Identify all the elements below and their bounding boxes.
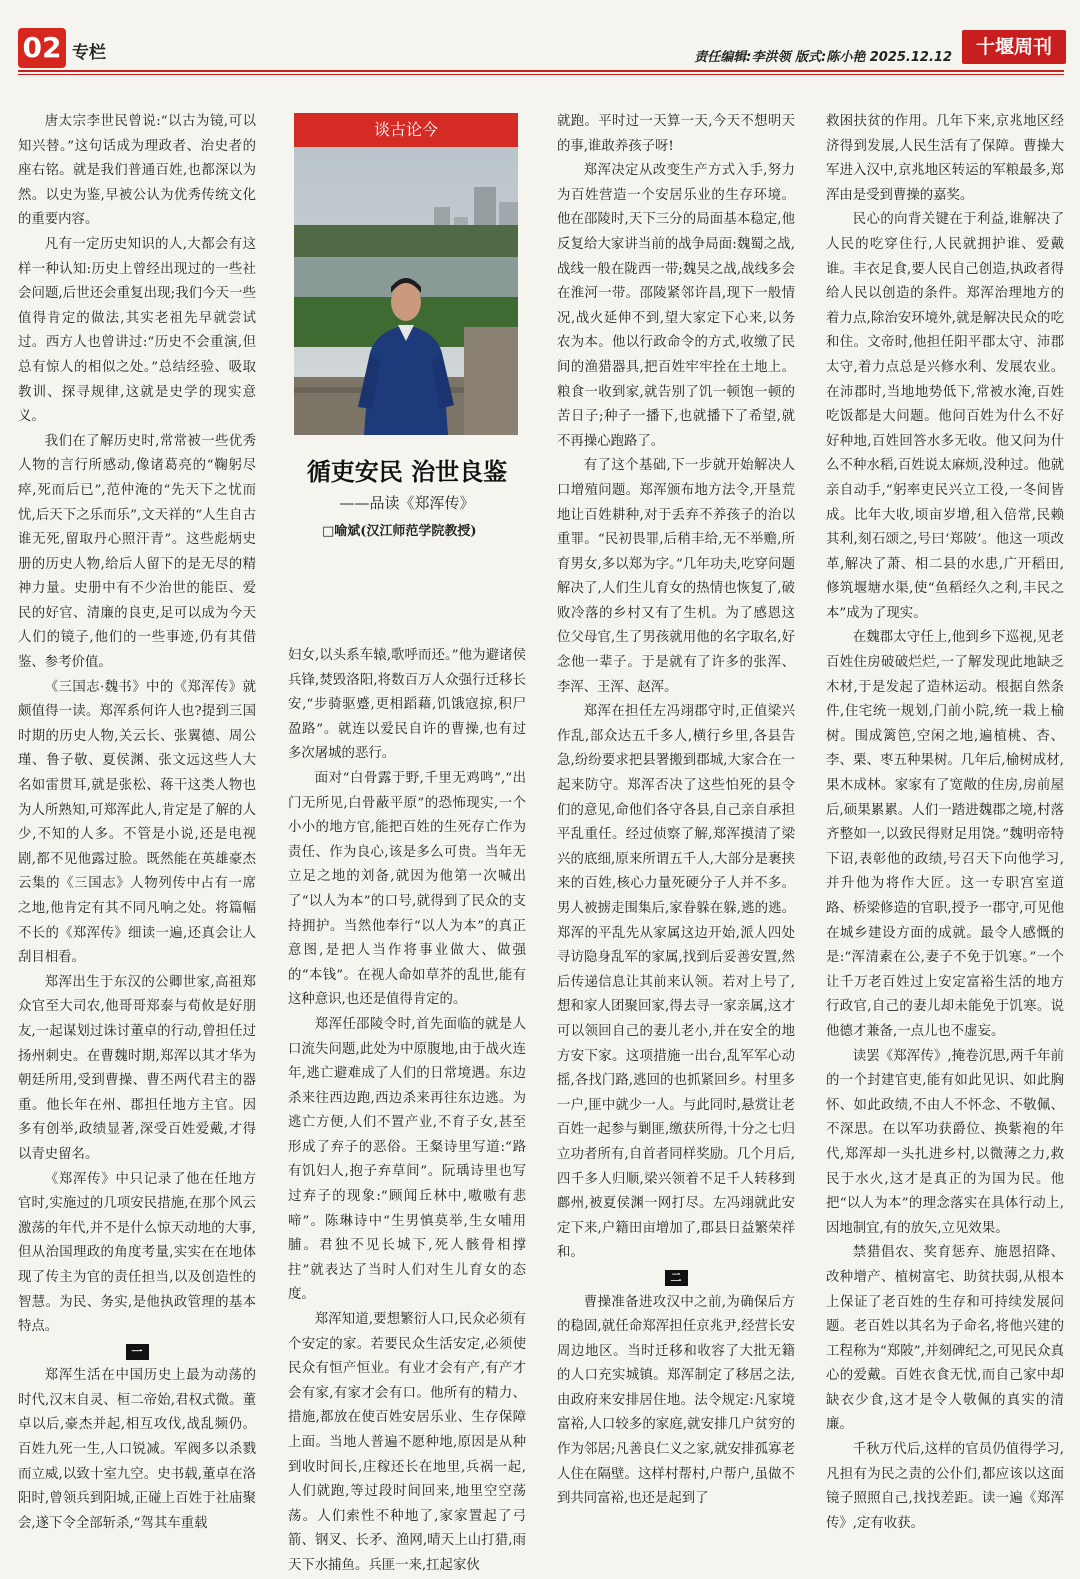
paragraph: 凡有一定历史知识的人,大都会有这样一种认知:历史上曾经出现过的一些社会问题,后世还会重复出现;我们今天一些值得肯定的做法,其实老祖先早就尝试过。西方人也曾讲过:“历史不会重演,但总有惊人的相似之处。”总结经验、吸取教训、探寻规律,这就是史学的现实意义。 [18,236,256,425]
header-rule-thin [18,74,1064,75]
article-author: □喻斌(汉江师范学院教授) [322,524,477,539]
paragraph: 郑浑生活在中国历史上最为动荡的时代,汉末自灵、桓二帝始,君权式微。董卓以后,豪杰并起,相互攻伐,战乱频仍。百姓九死一生,人口锐减。军阀多以杀戮而立威,以致十室九空。史书载,董卓在洛阳时,曾领兵到阳城,正碰上百姓于社庙聚会,遂下令全部斩杀,“驾其车重载 [18,1368,256,1531]
paragraph: 曹操准备进攻汉中之前,为确保后方的稳固,就任命郑浑担任京兆尹,经营长安周边地区。当时迁移和收容了大批无籍的人口充实城镇。郑浑制定了移居之法,由政府来安排居住地。法令规定:凡家境富裕,人口较多的家庭,就安排几户贫穷的作为邻居;凡善良仁义之家,就安排孤寡老人住在隔壁。这样村帮村,户帮户,虽做不到共同富裕,也还是起到了 [557,1294,795,1507]
text-column-1 [18,110,256,1536]
text-column-4 [826,110,1064,1536]
portrait-icon [294,147,518,435]
paragraph: 郑浑任邵陵令时,首先面临的就是人口流失问题,此处为中原腹地,由于战火连年,逃亡避难成了人们的日常境遇。东边杀来往西边跑,西边杀来再往东边逃。为逃亡方便,人们不置产业,不育子女,甚至形成了弃子的恶俗。王粲诗里写道:“路有饥妇人,抱子弃草间”。阮瑀诗里也写过弃子的现象:“顾闻丘林中,嗷嗷有悲啼”。陈琳诗中“生男慎莫举,生女哺用脯。君独不见长城下,死人骸骨相撑拄”就表达了当时人们对生儿育女的态度。 [288,1016,526,1303]
editor-line: 责任编辑:李洪领 版式:陈小艳 2025.12.12 [694,50,952,65]
paragraph: 千秋万代后,这样的官员仍值得学习,凡担有为民之责的公仆们,都应该以这面镜子照照自己,找找差距。读一遍《郑浑传》,定有收获。 [826,1442,1064,1531]
text-column-2 [288,644,526,1579]
paragraph: 在魏郡太守任上,他到乡下巡视,见老百姓住房破破烂烂,一了解发现此地缺乏木材,于是发起了造林运动。根据自然条件,住宅统一规划,门前小院,统一栽上榆树。围成篱笆,空闲之地,遍植桃、杏、李、栗、枣五种果树。几年后,榆树成材,果木成林。家家有了宽敞的住房,房前屋后,硕果累累。人们一踏进魏郡之境,村落齐整如一,以致民得财足用饶。”魏明帝特下诏,表彰他的政绩,号召天下向他学习,并升他为将作大匠。这一专职宫室道路、桥梁修造的官职,授予一郡守,可见他在城乡建设方面的成就。最令人感慨的是:“浑清素在公,妻子不免于饥寒。”一个让千万老百姓过上安定富裕生活的地方行政官,自己的妻儿却未能免于饥寒。说他德才兼备,一点儿也不虚妄。 [826,630,1064,1039]
paragraph: 《三国志·魏书》中的《郑浑传》就颇值得一读。郑浑系何许人也?提到三国时期的历史人物,关云长、张翼德、周公瑾、鲁子敬、夏侯渊、张文远这些人大名如雷贯耳,就是张松、蒋干这类人物也为人所熟知,可郑浑此人,肯定是了解的人少,不知的人多。不管是小说,还是电视剧,都不见他露过脸。既然能在英雄豪杰云集的《三国志》人物列传中占有一席之地,他肯定有其不同凡响之处。将篇幅不长的《郑浑传》细读一遍,还真会让人刮目相看。 [18,679,256,966]
paragraph: 郑浑知道,要想繁衍人口,民众必须有个安定的家。若要民众生活安定,必须使民众有恒产恒业。有业才会有产,有产才会有家,有家才会有口。他所有的精力、措施,都放在使百姓安居乐业、生存保障上面。当地人普遍不愿种地,原因是从种到收时间长,庄稼还长在地里,兵祸一起,人们就跑,等过段时间回来,地里空空荡荡。人们索性不种地了,家家置起了弓箭、钢叉、长矛、渔网,晴天上山打猎,雨天下水捕鱼。兵匪一来,扛起家伙 [288,1312,526,1573]
column-tag: 谈古论今 [294,113,518,147]
header-rule [18,70,1064,72]
article-subtitle: ——品读《郑浑传》 [339,494,475,512]
section-marker [18,1340,256,1365]
paragraph: 郑浑出生于东汉的公卿世家,高祖郑众官至大司农,他哥哥郑泰与荀攸是好朋友,一起谋划过诛讨董卓的行动,曾担任过扬州刺史。在曹魏时期,郑浑以其才华为朝廷所用,受到曹操、曹丕两代君主的器重。他长年在州、郡担任地方主官。因多有创举,政绩显著,深受百姓爱戴,才得以青史留名。 [18,974,256,1162]
section-number: 一 [126,1344,149,1360]
paragraph: 郑浑决定从改变生产方式入手,努力为百姓营造一个安居乐业的生存环境。他在邵陵时,天下三分的局面基本稳定,他反复给大家讲当前的战争局面:魏蜀之战,战线一般在陇西一带;魏吴之战,战线多会在淮河一带。邵陵紧邻许昌,现下一般情况,战火延伸不到,望大家定下心来,以务农为本。他以行政命令的方式,收缴了民间的渔猎器具,把百姓牢牢拴在土地上。粮食一收到家,就告别了饥一顿饱一顿的苦日子;种子一播下,也就播下了希望,就不再操心跑路了。 [557,163,795,449]
paragraph: 有了这个基础,下一步就开始解决人口增殖问题。郑浑颁布地方法令,开垦荒地让百姓耕种,对于丢弃不养孩子的治以重罪。“民初畏罪,后稍丰给,无不举赡,所育男女,多以郑为字。”几年功夫,吃穿问题解决了,人们生儿育女的热情也恢复了,破败冷落的乡村又有了生机。为了感恩这位父母官,生了男孩就用他的名字取名,好念他一辈子。于是就有了许多的张浑、李浑、王浑、赵浑。 [557,458,795,695]
article-title: 循吏安民 治世良鉴 [306,457,508,486]
paragraph: 救困扶贫的作用。几年下来,京兆地区经济得到发展,人民生活有了保障。曹操大军进入汉中,京兆地区转运的军粮最多,郑浑由是受到曹操的嘉奖。 [826,114,1064,203]
masthead-logo: 十堰周刊 [962,30,1066,64]
paragraph: 妇女,以头系车辕,歌呼而还。”他为避诸侯兵锋,焚毁洛阳,将数百万人众强行迁移长安,“步骑驱蹙,更相蹈藉,饥饿寇掠,积尸盈路”。就连以爱民自许的曹操,也有过多次屠城的恶行。 [288,648,526,762]
paragraph: 面对“白骨露于野,千里无鸡鸣”,“出门无所见,白骨蔽平原”的恐怖现实,一个小小的地方官,能把百姓的生死存亡作为责任、作为良心,该是多么可贵。当年无立足之地的刘备,就因为他第一次喊出了“以人为本”的口号,就得到了民众的支持拥护。当然他奉行“以人为本”的真正意图,是把人当作将事业做大、做强的“本钱”。在视人命如草芥的乱世,能有这种意识,也还是值得肯定的。 [288,770,526,1008]
paragraph: 我们在了解历史时,常常被一些优秀人物的言行所感动,像诸葛亮的“鞠躬尽瘁,死而后已”,范仲淹的“先天下之忧而忧,后天下之乐而乐”,文天祥的“人生自古谁无死,留取丹心照汗青”。这些彪炳史册的历史人物,给后人留下的是无尽的精神力量。史册中有不少治世的能臣、爱民的好官、清廉的良吏,足可以成为今天人们的镜子,他们的一些事迹,仍有其借鉴、参考价值。 [18,433,256,671]
paragraph: 就跑。平时过一天算一天,今天不想明天的事,谁敢养孩子呀! [557,114,795,154]
paragraph: 《郑浑传》中只记录了他在任地方官时,实施过的几项安民措施,在那个风云激荡的年代,并不是什么惊天动地的大事,但从治国理政的角度考量,实实在在地体现了传主为官的责任担当,以及创造性的智慧。为民、务实,是他执政管理的基本特点。 [18,1171,256,1335]
paragraph: 唐太宗李世民曾说:“以古为镜,可以知兴替。”这句话成为理政者、治史者的座右铭。就是我们普通百姓,也都深以为然。以史为鉴,早被公认为优秀传统文化的重要内容。 [18,114,256,228]
paragraph: 民心的向背关键在于利益,谁解决了人民的吃穿住行,人民就拥护谁、爱戴谁。丰衣足食,要人民自己创造,执政者得给人民以创造的条件。郑浑治理地方的着力点,除治安环境外,就是解决民众的吃和住。文帝时,他担任阳平郡太守、沛郡太守,着力点总是兴修水利、发展农业。在沛郡时,当地地势低下,常被水淹,百姓吃饭都是大问题。他问百姓为什么不好好种地,百姓回答水多无收。他又问为什么不种水稻,百姓说太麻烦,没种过。他就亲自动手,“躬率吏民兴立工役,一冬间皆成。比年大收,顷亩岁增,租入倍常,民赖其利,刻石颂之,号曰‘郑陂’。他这一项改革,解决了萧、相二县的水患,广开稻田,修筑堰塘水渠,使“鱼稻经久之利,丰民之本”成为了现实。 [826,212,1064,621]
page-number: 02 [18,28,66,68]
section-number: 二 [665,1270,688,1286]
photo-box [294,113,518,435]
paragraph: 禁猎倡农、奖育惩弃、施恩招降、改种增产、植树富宅、助贫扶弱,从根本上保证了老百姓的生存和可持续发展问题。老百姓以其名为子命名,将他兴建的工程称为“郑陂”,并刻碑纪之,可见民众真心的爱戴。百姓衣食无忧,而自己家中却缺衣少食,这才是令人敬佩的真实的清廉。 [826,1245,1064,1433]
section-marker [557,1266,795,1291]
text-column-3 [557,110,795,1512]
paragraph: 读罢《郑浑传》,掩卷沉思,两千年前的一个封建官吏,能有如此见识、如此胸怀、如此政绩,不由人不怀念、不敬佩、不深思。在以军功获爵位、换紫袍的年代,郑浑却一头扎进乡村,以微薄之力,救民于水火,这才是真正的为国为民。他把“以人为本”的理念落实在具体行动上,因地制宜,有的放矢,立见效果。 [826,1048,1064,1236]
section-name: 专栏 [72,43,106,63]
page-header [0,0,1080,98]
paragraph: 郑浑在担任左冯翊郡守时,正值梁兴作乱,部众达五千多人,横行乡里,各县告急,纷纷要求把县署搬到郡城,大家合在一起来防守。郑浑否决了这些怕死的县令们的意见,命他们各守各县,自己亲自承担平乱重任。经过侦察了解,郑浑摸清了梁兴的底细,原来所谓五千人,大部分是裹挟来的百姓,核心力量死硬分子人并不多。男人被掳走围集后,家眷躲在躲,逃的逃。郑浑的平乱先从家属这边开始,派人四处寻访隐身乱军的家属,找到后妥善安置,然后传递信息让其前来认领。若对上号了,想和家人团聚回家,得去寻一家亲属,这才可以领回自己的妻儿老小,并在安全的地方安下家。这项措施一出台,乱军军心动摇,各找门路,逃回的也抓紧回乡。村里多一户,匪中就少一人。与此同时,悬赏让老百姓一起参与剿匪,缴获所得,十分之七归立功者所有,自首者同样奖励。几个月后,四千多人归顺,梁兴领着不足千人转移到鄜州,被夏侯渊一网打尽。左冯翊就此安定下来,户籍田亩增加了,郡县日益繁荣祥和。 [557,704,795,1261]
author-photo [294,147,518,435]
